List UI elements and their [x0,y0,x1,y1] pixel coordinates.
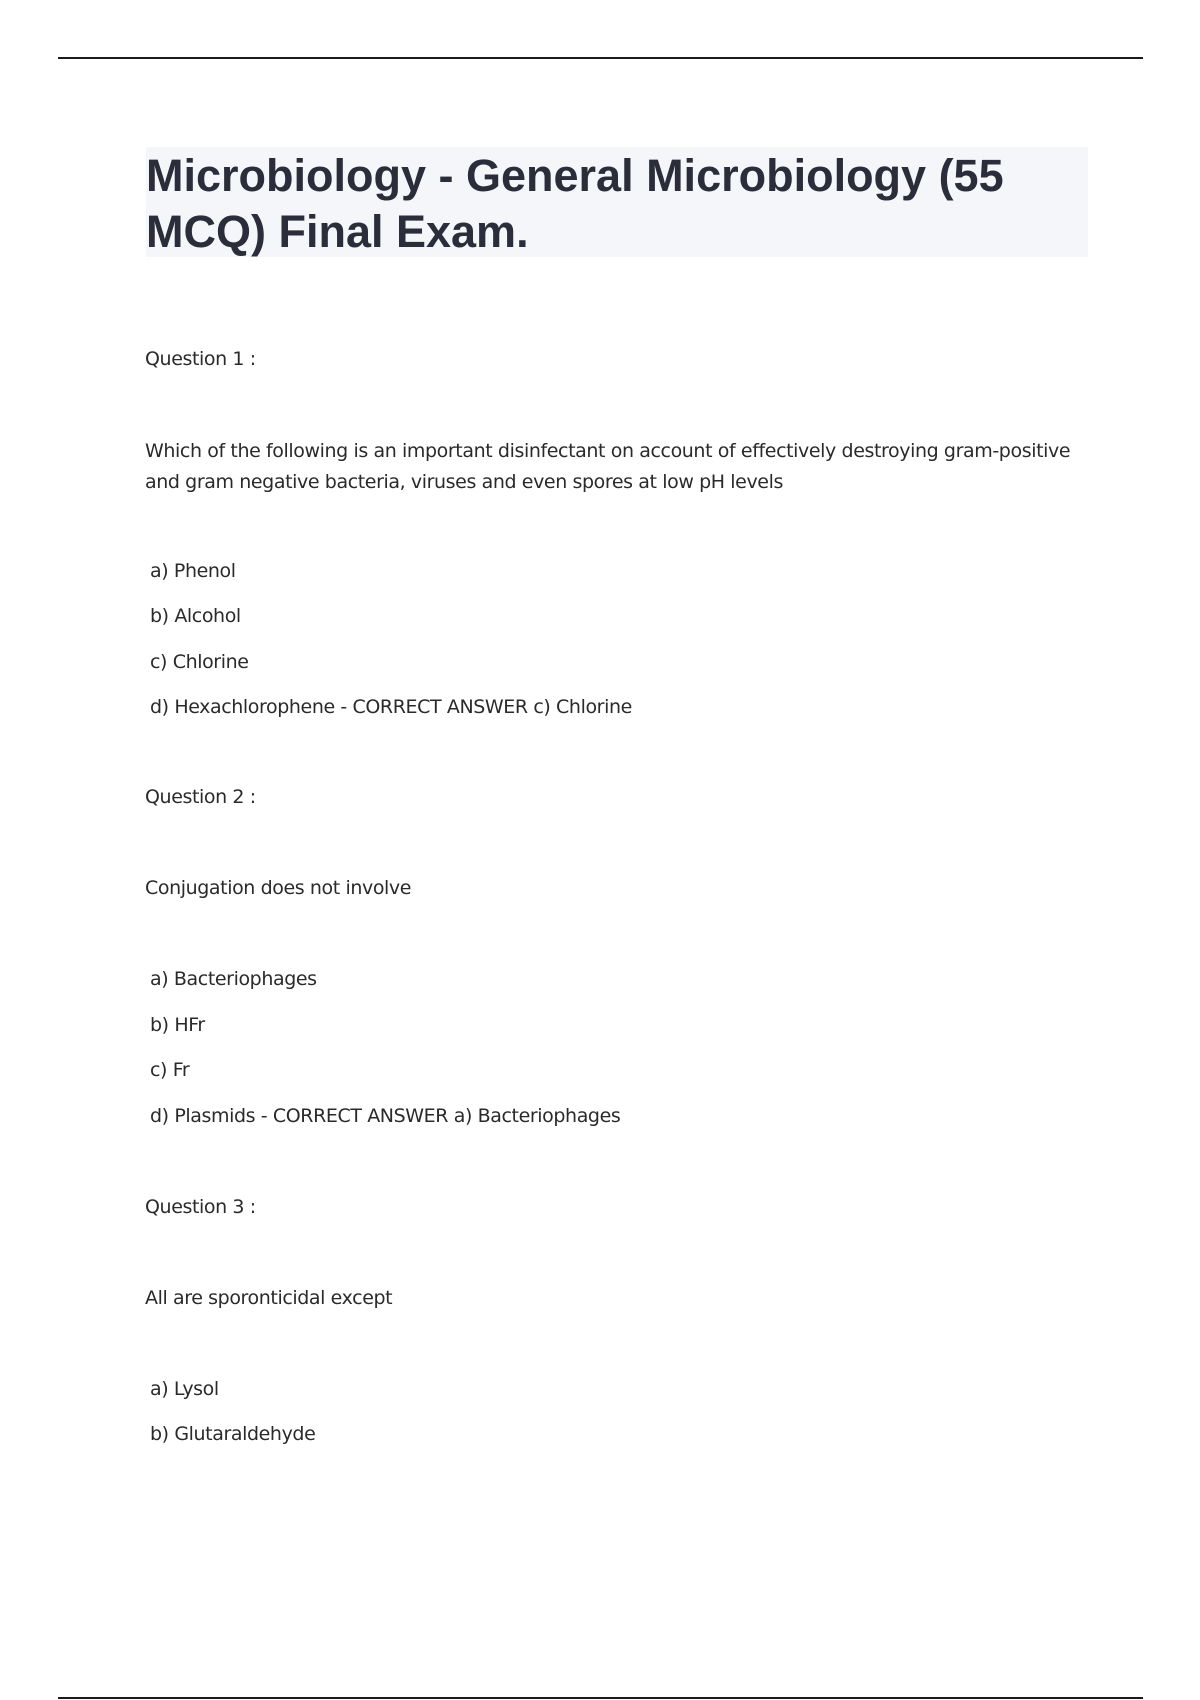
document-title: Microbiology - General Microbiology (55 MCQ) Final Exam. [146,150,1004,257]
question-1-option-d-answer: d) Hexachlorophene - CORRECT ANSWER c) Chlorine [150,696,632,718]
question-1-option-c: c) Chlorine [150,651,249,673]
question-2-option-b: b) HFr [150,1014,205,1036]
question-2-label: Question 2 : [145,786,256,808]
top-divider [58,57,1143,59]
question-1-option-a: a) Phenol [150,560,236,582]
question-3-option-a: a) Lysol [150,1378,219,1400]
question-2-option-d-answer: d) Plasmids - CORRECT ANSWER a) Bacteriophages [150,1105,621,1127]
bottom-divider [58,1697,1143,1699]
question-3-text: All are sporonticidal except [145,1287,393,1309]
question-1-label: Question 1 : [145,348,256,370]
question-1-option-b: b) Alcohol [150,605,241,627]
question-2-option-c: c) Fr [150,1059,190,1081]
question-3-option-b: b) Glutaraldehyde [150,1423,316,1445]
question-3-label: Question 3 : [145,1196,256,1218]
question-2-option-a: a) Bacteriophages [150,968,317,990]
question-1-text: Which of the following is an important disinfectant on account of effectively destroying gram-positive and gram negative bacteria, viruses and even spores at low pH levels [145,440,1071,493]
question-2-text: Conjugation does not involve [145,877,412,899]
